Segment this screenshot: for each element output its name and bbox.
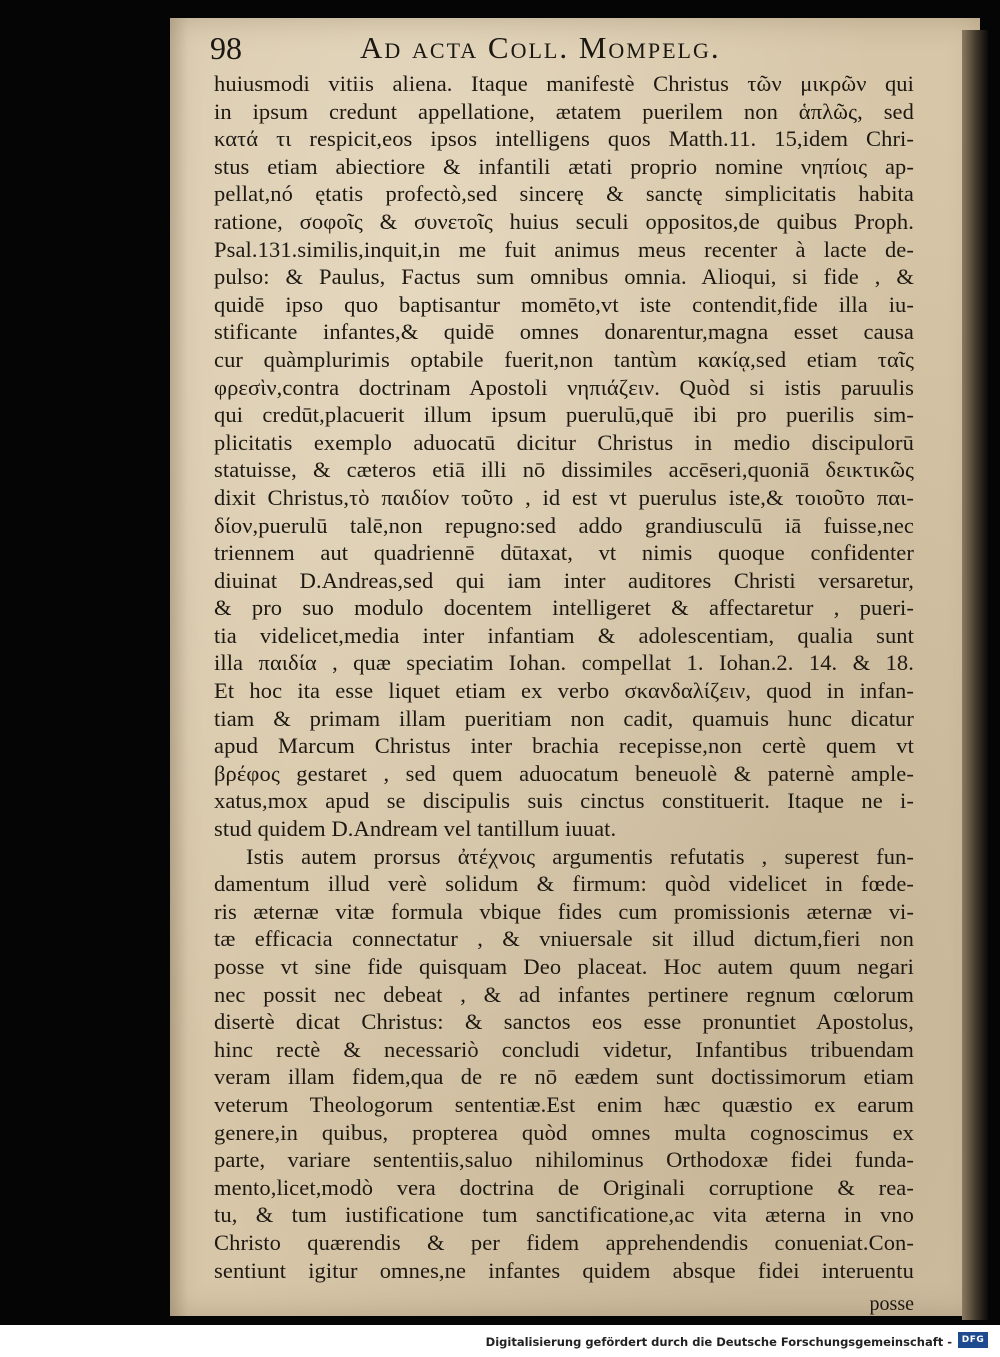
text-line: tiam & primam illam pueritiam non cadit, quamuis hunc dicatur <box>214 705 914 731</box>
text-line: Et hoc ita esse liquet etiam ex verbo σκανδαλίζειν, quod in infan- <box>214 678 914 704</box>
text-line: pellat,nó ętatis profectò,sed sincerę & sanctę simplicitatis habita <box>214 181 914 207</box>
text-line: mento,licet,modò vera doctrina de Originali corruptione & rea- <box>214 1174 914 1200</box>
text-line: damentum illud verè solidum & firmum: quòd videlicet in fœde- <box>214 871 914 897</box>
text-line: Christo quærendis & per fidem apprehendendis conueniat.Con- <box>214 1229 914 1255</box>
text-line: qui credūt,placuerit illum ipsum puerulū,quē ibi pro puerilis sim- <box>214 402 914 428</box>
text-line: in ipsum credunt appellatione, ætatem puerilem non ἁπλῶς, sed <box>214 98 914 124</box>
text-line: parte, variare sententiis,saluo nihilominus Orthodoxæ fidei funda- <box>214 1147 914 1173</box>
text-line: Istis autem prorsus ἀτέχνοις argumentis refutatis , superest fun- <box>246 843 914 869</box>
text-line: veterum Theologorum sententiæ.Est enim hæc quæstio ex earum <box>214 1091 914 1117</box>
text-line: xatus,mox apud se discipulis suis cinctus constituerit. Itaque ne i- <box>214 788 914 814</box>
catchword: posse <box>869 1293 914 1315</box>
text-line: & pro suo modulo docentem intelligeret & affectaretur , pueri- <box>214 595 914 621</box>
text-line: apud Marcum Christus inter brachia recepisse,non certè quem vt <box>214 733 914 759</box>
funding-credit: Digitalisierung gefördert durch die Deutsche Forschungsgemeinschaft - <box>485 1335 952 1349</box>
text-line: sentiunt igitur omnes,ne infantes quidem absque fidei interuentu <box>214 1257 914 1283</box>
text-line: plicitatis exemplo aduocatū dicitur Christus in medio discipulorū <box>214 429 914 455</box>
catchword-row <box>214 1293 914 1315</box>
text-line: tu, & tum iustificatione tum sanctificatione,ac vita æterna in vno <box>214 1202 914 1228</box>
text-line: φρεσὶν,contra doctrinam Apostoli νηπιάζειν. Quòd si istis paruulis <box>214 374 914 400</box>
page-number: 98 <box>210 30 242 66</box>
digitization-footer <box>0 1325 1000 1357</box>
text-line: κατά τι respicit,eos ipsos intelligens quos Matth.11. 15,idem Chri- <box>214 126 914 152</box>
text-line: pulso: & Paulus, Factus sum omnibus omnia. Alioqui, si fide , & <box>214 264 914 290</box>
page-header <box>210 26 910 72</box>
text-line: tæ efficacia connectatur , & vniuersale sit illud dictum,fieri non <box>214 926 914 952</box>
text-line: ratione, σοφοῖς & συνετοῖς huius seculi oppositos,de quibus Proph. <box>214 208 914 234</box>
text-line: stificante infantes,& quidē omnes donarentur,magna esset causa <box>214 319 914 345</box>
text-line: illa παιδία , quæ speciatim Iohan. compellat 1. Iohan.2. 14. & 18. <box>214 650 914 676</box>
running-head: Ad acta Coll. Mompelg. <box>360 30 721 65</box>
text-line: stus etiam abiectiore & infantili ætati proprio nomine νηπίοις ap- <box>214 153 914 179</box>
text-line: nec possit nec debeat , & ad infantes pertinere regnum cœlorum <box>214 981 914 1007</box>
text-line: Psal.131.similis,inquit,in me fuit animus meus recenter à lacte de- <box>214 236 914 262</box>
book-spine-shadow <box>962 30 988 1320</box>
text-line: veram illam fidem,qua de re nō eædem sunt doctissimorum etiam <box>214 1064 914 1090</box>
text-line: βρέφος gestaret , sed quem aduocatum beneuolè & paternè ample- <box>214 760 914 786</box>
text-line: ris æternæ vitæ formula vbique fides cum promissionis æternæ vi- <box>214 898 914 924</box>
text-line: triennem aut quadriennē dūtaxat, vt nimis quoque confidenter <box>214 540 914 566</box>
text-line: stud quidem D.Andream vel tantillum iuuat. <box>214 816 617 842</box>
text-line: tia videlicet,media inter infantiam & adolescentiam, qualia sunt <box>214 622 914 648</box>
text-line: genere,in quibus, propterea quòd omnes multa cognoscimus ex <box>214 1119 914 1145</box>
text-line: statuisse, & cæteros etiā illi nō dissimiles accēseri,quoniā δεικτικῶς <box>214 457 914 483</box>
text-line: diuinat D.Andreas,sed qui iam inter auditores Christi versaretur, <box>214 567 914 593</box>
text-line: posse vt sine fide quisquam Deo placeat. Hoc autem quum negari <box>214 954 914 979</box>
text-line: dixit Christus,τὸ παιδίον τοῦτο , id est vt puerulus iste,& τοιοῦτο παι- <box>214 484 914 510</box>
text-line: disertè dicat Christus: & sanctos eos esse pronuntiet Apostolus, <box>214 1009 914 1035</box>
text-line: hinc rectè & necessariò concludi videtur, Infantibus tribuendam <box>214 1036 914 1062</box>
body-text <box>214 70 914 1284</box>
text-line: quidē ipso quo baptisantur momēto,vt iste contendit,fide illa iu- <box>214 291 914 317</box>
text-line: δίον,puerulū talē,non repugno:sed addo grandiusculū iā fuisse,nec <box>214 512 914 538</box>
text-line: huiusmodi vitiis aliena. Itaque manifestè Christus τῶν μικρῶν qui <box>214 71 914 96</box>
text-line: cur quàmplurimis optabile fuerit,non tantùm κακίᾳ,sed etiam ταῖς <box>214 346 914 372</box>
dfg-logo-icon: DFG <box>958 1332 988 1348</box>
